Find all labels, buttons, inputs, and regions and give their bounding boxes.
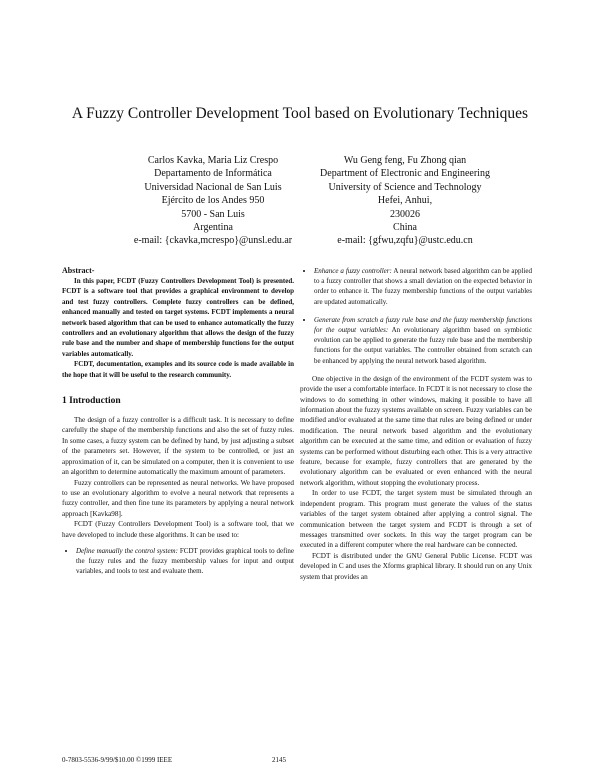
- list-item-label: Generate from scratch a fuzzy rule base and the fuzzy membership functions for the output variables:: [314, 315, 532, 335]
- body-paragraph: The design of a fuzzy controller is a difficult task. It is necessary to define carefully the shape of the membership functions and also the set of fuzzy rules. In some cases, a fuzzy system can be defined by hand, by just adjusting a subset of the parameters set. However, if the system to be controlled, or just an approximation of it, can be simulated on a computer, then it is convenient to use an algorithm to determine automatically the maximum amount of parameters.: [62, 416, 294, 477]
- author-department: Departamento de Informática: [154, 168, 272, 180]
- author-city: 5700 - San Luis: [181, 208, 245, 220]
- paper-title: A Fuzzy Controller Development Tool based on Evolutionary Techniques: [71, 105, 529, 122]
- list-item: [314, 315, 532, 366]
- list-item-text: FCDT provides graphical tools to define the fuzzy rules and the fuzzy membership values for input and output variables, and tools to test and evaluate them.: [76, 546, 295, 576]
- list-item-text: A neural network based algorithm can be applied to a fuzzy controller that shows a small deviation on the expected behavior in order to enhance it. The fuzzy membership functions of the output variables are updated automatically.: [314, 267, 532, 306]
- author-country: Argentina: [193, 222, 233, 234]
- list-item-label: Define manually the control system:: [76, 546, 178, 555]
- body-paragraph: FCDT (Fuzzy Controllers Development Tool) is a software tool, that we have developed to include these algorithms. It can be used to:: [62, 520, 294, 539]
- author-university: University of Science and Technology: [328, 181, 482, 193]
- body-paragraph: One objective in the design of the environment of the FCDT system was to provide the user a comfortable interface. In FCDT it is not necessary to close the windows to do something in other windows, making it possible to have all information about the fuzzy systems available on screen. Fuzzy variables can be modified and/or evaluated at the same time that rules are being defined or under modification. The neural network based algorithm and the evolutionary algorithm can be executed at the same time, and edition or evaluation of fuzzy systems can be performed without disturbing each other. This is a very attractive feature, because for example, fuzzy controllers that are generated by the evolutionary algorithm can be evaluated or even enhanced with the neural network algorithm, without stopping the evolutionary process.: [300, 374, 532, 487]
- page-number: 2145: [272, 756, 286, 764]
- author-postcode: 230026: [390, 208, 420, 220]
- list-item-text: An evolutionary algorithm based on symbiotic evolution can be applied to generate the fuzzy rule base and the membership functions for the output variables. The controller obtained from scratch can be enhanced by applying the neural network based algorithm.: [314, 326, 532, 365]
- left-column: [62, 266, 294, 577]
- right-column: [300, 266, 532, 582]
- section-heading-introduction: 1 Introduction: [62, 396, 121, 407]
- author-address: Hefei, Anhui,: [377, 195, 433, 207]
- author-names: Carlos Kavka, Maria Liz Crespo: [147, 155, 279, 166]
- author-block-right: [280, 154, 530, 248]
- list-item-label: Enhance a fuzzy controller:: [314, 267, 392, 275]
- author-address: Ejército de los Andes 950: [161, 195, 265, 207]
- abstract-paragraph: FCDT, documentation, examples and its source code is made available in the hope that it will be useful to the research community.: [62, 360, 294, 379]
- author-department: Department of Electronic and Engineering: [320, 168, 490, 180]
- author-email: e-mail: {ckavka,mcrespo}@unsl.edu.ar: [133, 235, 293, 247]
- author-country: China: [393, 222, 417, 234]
- body-paragraph: In order to use FCDT, the target system must be simulated through an independent program. This program must generate the values of the status variables of the target system obtained after applying a control signal. The communication between the target system and FCDT is through a set of messages transmitted over sockets. In this way the target program can be executed in a different computer where the real hardware can be connected.: [300, 489, 532, 550]
- body-paragraph: Fuzzy controllers can be represented as neural networks. We have proposed to use an evolutionary algorithm to evolve a neural network that represents a fuzzy controller, and then fine tune its parameters by applying a neural network approach [Kavka98].: [62, 478, 294, 518]
- author-names: Wu Geng feng, Fu Zhong qian: [343, 155, 467, 166]
- feature-list: [62, 546, 294, 577]
- copyright-notice: 0-7803-5536-9/99/$10.00 ©1999 IEEE: [62, 756, 173, 764]
- body-paragraph: FCDT is distributed under the GNU General Public License. FCDT was developed in C and uses the Xforms graphical library. It should run on any Unix system that provides an: [300, 551, 532, 581]
- list-item: [76, 546, 294, 577]
- abstract-heading: Abstract-: [62, 266, 95, 275]
- author-university: Universidad Nacional de San Luis: [144, 181, 282, 193]
- feature-list: [300, 266, 532, 366]
- author-email: e-mail: {gfwu,zqfu}@ustc.edu.cn: [337, 235, 473, 247]
- list-item: [314, 266, 532, 307]
- abstract-paragraph: In this paper, FCDT (Fuzzy Controllers Development Tool) is presented. FCDT is a software tool that provides a graphical environment to develop and test fuzzy controllers. Complete fuzzy controllers can be defined, enhanced manually and tested on target systems. FCDT implements a neural network based algorithm that can be used to enhance automatically the fuzzy controllers and an evolutionary algorithm that allows the design of the fuzzy rule base and the number and shape of membership functions for the output variables automatically.: [62, 277, 294, 358]
